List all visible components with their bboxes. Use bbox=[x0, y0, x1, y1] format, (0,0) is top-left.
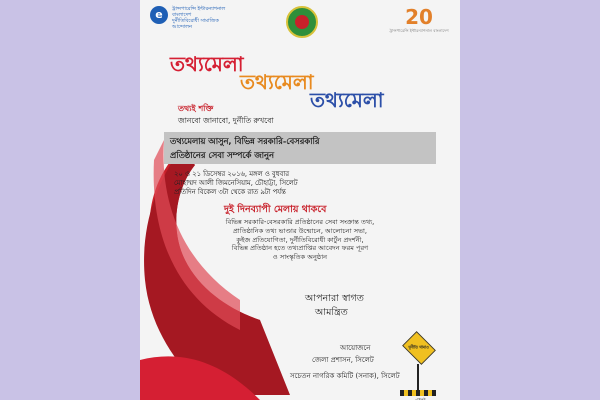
organizer-line-2: সচেতন নাগরিক কমিটি (সনাক), সিলেট bbox=[290, 372, 400, 380]
title-red: তথ্যমেলা bbox=[170, 52, 244, 76]
slogan-text: জানবো জানাবো, দুর্নীতি রুখবো bbox=[178, 116, 274, 125]
ti-logo-text: ট্রান্সপারেন্সি ইন্টারন্যাশনাল বাংলাদেশ bbox=[172, 6, 226, 18]
ti-emblem-icon: e bbox=[150, 6, 168, 24]
sign-barrier bbox=[400, 390, 436, 396]
poster bbox=[140, 0, 460, 400]
sign-pole bbox=[417, 364, 419, 390]
organizer-line-1: জেলা প্রশাসন, সিলেট bbox=[312, 356, 374, 364]
ti-bangladesh-logo bbox=[150, 6, 234, 30]
slogan-heading: তথ্যই শক্তি bbox=[178, 104, 214, 113]
detail-line: ও সাংস্কৃতিক অনুষ্ঠান bbox=[272, 253, 328, 262]
event-info bbox=[174, 170, 297, 197]
anniversary-subtext: ট্রান্সপারেন্সি ইন্টারন্যাশনাল বাংলাদেশ bbox=[389, 28, 449, 33]
detail-line: বিভিন্ন সরকারি-বেসরকারি প্রতিষ্ঠানের সেবা সংক্রান্ত তথ্য, bbox=[225, 218, 375, 226]
event-venue: মোহাম্মদ আলী জিমনেসিয়াম, চৌহাট্টা, সিলেট bbox=[174, 179, 298, 187]
anniversary-number: 20 bbox=[405, 5, 433, 29]
event-time: প্রতিদিন বিকেল ৩টা থেকে রাত ৯টা পর্যন্ত bbox=[174, 188, 286, 196]
stop-corruption-sign bbox=[398, 336, 438, 400]
band-line-2: প্রতিষ্ঠানের সেবা সম্পর্কে জানুন bbox=[170, 150, 274, 160]
title-orange: তথ্যমেলা bbox=[240, 70, 314, 94]
organizer-label: আয়োজনে bbox=[340, 344, 371, 352]
sign-tag: ... এখনই bbox=[410, 397, 426, 400]
title-blue: তথ্যমেলা bbox=[310, 88, 384, 112]
section-heading: দুই দিনব্যাপী মেলায় থাকবে bbox=[224, 204, 327, 215]
invitation-line-1: আপনারা স্বাগত bbox=[305, 293, 364, 304]
ti-logo-subtext: দুর্নীতিবিরোধী সামাজিক আন্দোলন bbox=[172, 18, 219, 30]
government-seal-icon bbox=[286, 6, 318, 38]
sign-board bbox=[402, 331, 436, 365]
detail-line: কুইজ প্রতিযোগিতা, দুর্নীতিবিরোধী কার্টুন প্রদর্শনী, bbox=[236, 235, 364, 244]
detail-line: প্রাতিষ্ঠানিক তথ্য ভাণ্ডার উন্মোচন, আলোচনা সভা, bbox=[232, 226, 367, 235]
highlight-band-text bbox=[170, 134, 428, 162]
band-line-1: তথ্যমেলায় আসুন, বিভিন্ন সরকারি-বেসরকারি bbox=[170, 136, 320, 146]
event-date: ২০ ও ২১ ডিসেম্বর ২০১৬, মঙ্গল ও বুধবার bbox=[174, 170, 289, 178]
anniversary-logo bbox=[388, 6, 450, 33]
event-details bbox=[180, 218, 420, 262]
invitation-line-2: আমন্ত্রিত bbox=[315, 307, 348, 318]
invitation-text bbox=[305, 292, 364, 320]
sign-text: দুর্নীতি থামাও bbox=[408, 345, 430, 351]
detail-line: বিভিন্ন প্রতিষ্ঠান হতে তথ্যপ্রাপ্তির আবেদন ফরম পূরণ bbox=[231, 244, 369, 253]
